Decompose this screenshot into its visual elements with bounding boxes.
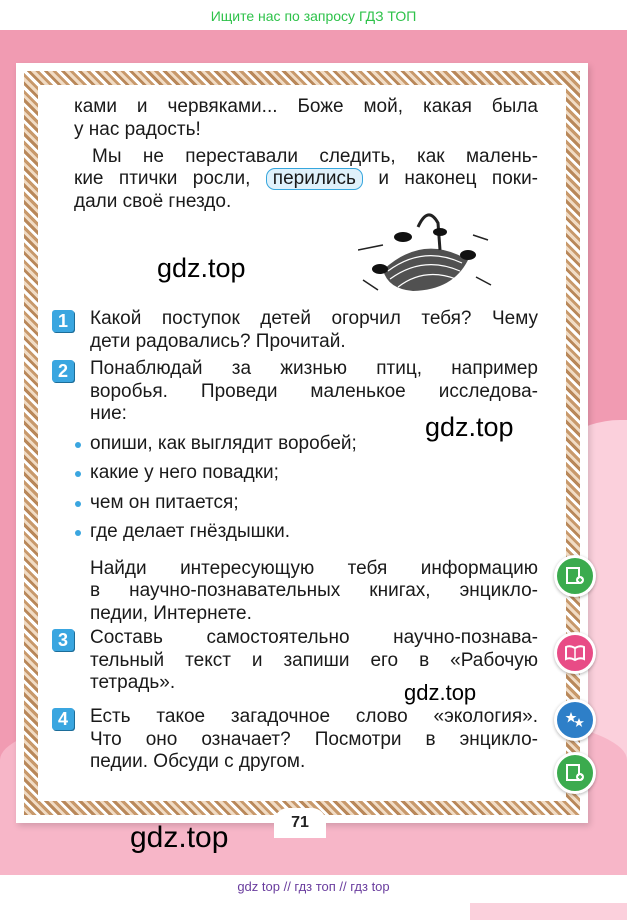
top-banner-text[interactable]: Ищите нас по запросу ГДЗ ТОП bbox=[210, 8, 417, 24]
task-line: дети радовались? Прочитай. bbox=[90, 330, 346, 352]
watermark: gdz.top bbox=[425, 412, 514, 442]
bullet-item bbox=[90, 492, 538, 515]
workbook-icon[interactable] bbox=[554, 752, 596, 794]
bullet-text: где делает гнёздышки. bbox=[90, 521, 291, 542]
task-4 bbox=[57, 706, 538, 774]
task-line: воробья. Проведи маленькое исследова- bbox=[90, 380, 538, 402]
bullet-item bbox=[90, 521, 538, 544]
workbook-icon[interactable] bbox=[554, 555, 596, 597]
task-line: тетрадь». bbox=[90, 672, 176, 693]
task-line: тельный текст и запиши его в «Рабочую bbox=[90, 649, 538, 671]
highlighted-word[interactable]: перились bbox=[266, 168, 363, 190]
task-line: Найди интересующую тебя информацию bbox=[90, 557, 538, 579]
watermark: gdz.top bbox=[130, 821, 229, 854]
task-line: Какой поступок детей огорчил тебя? Чему bbox=[90, 308, 538, 329]
task-1 bbox=[57, 308, 538, 353]
bullet-text: опиши, как выглядит воробей; bbox=[90, 432, 357, 454]
task-number-badge: 1 bbox=[52, 310, 74, 332]
task-line: педии. Обсуди с другом. bbox=[90, 751, 306, 772]
birds-nest-illustration bbox=[358, 205, 493, 295]
bullet-dot bbox=[75, 471, 81, 477]
bottom-bar-text[interactable]: gdz top // гдз топ // гдз top bbox=[237, 879, 390, 894]
task-line: педии, Интернете. bbox=[90, 602, 252, 624]
task-number-badge: 4 bbox=[52, 708, 74, 730]
page-number: 71 bbox=[274, 808, 326, 838]
intro-line: Мы не переставали следить, как малень- bbox=[92, 146, 538, 167]
bullet-text: чем он питается; bbox=[90, 491, 239, 513]
watermark: gdz.top bbox=[404, 680, 477, 705]
bullet-dot bbox=[75, 442, 81, 448]
intro-line: ками и червяками... Боже мой, какая была bbox=[74, 96, 538, 117]
task-line: ние: bbox=[90, 403, 127, 424]
bullet-item bbox=[90, 462, 538, 485]
intro-line bbox=[74, 168, 538, 191]
bullet-dot bbox=[75, 501, 81, 507]
bullet-text: какие у него повадки; bbox=[90, 462, 279, 483]
intro-line: дали своё гнездо. bbox=[74, 191, 232, 212]
top-banner bbox=[0, 0, 627, 30]
intro-text: и наконец поки- bbox=[378, 168, 539, 189]
intro-line: у нас радость! bbox=[74, 119, 201, 140]
book-icon[interactable] bbox=[554, 632, 596, 674]
intro-text: кие птички росли, bbox=[74, 168, 251, 189]
task-line: в научно-познавательных книгах, энцикло- bbox=[90, 580, 538, 601]
task-number-badge: 3 bbox=[52, 629, 74, 651]
stars-icon[interactable] bbox=[554, 699, 596, 741]
bullet-dot bbox=[75, 530, 81, 536]
task-line: Понаблюдай за жизнью птиц, например bbox=[90, 358, 538, 379]
watermark: gdz.top bbox=[157, 253, 246, 283]
task-line: Составь самостоятельно научно-познава- bbox=[90, 627, 538, 648]
task-line: Есть такое загадочное слово «экология». bbox=[90, 706, 538, 727]
bottom-bar bbox=[0, 875, 627, 903]
task-2 bbox=[57, 358, 538, 625]
task-line: Что оно означает? Посмотри в энцикло- bbox=[90, 728, 538, 750]
task-number-badge: 2 bbox=[52, 360, 74, 382]
